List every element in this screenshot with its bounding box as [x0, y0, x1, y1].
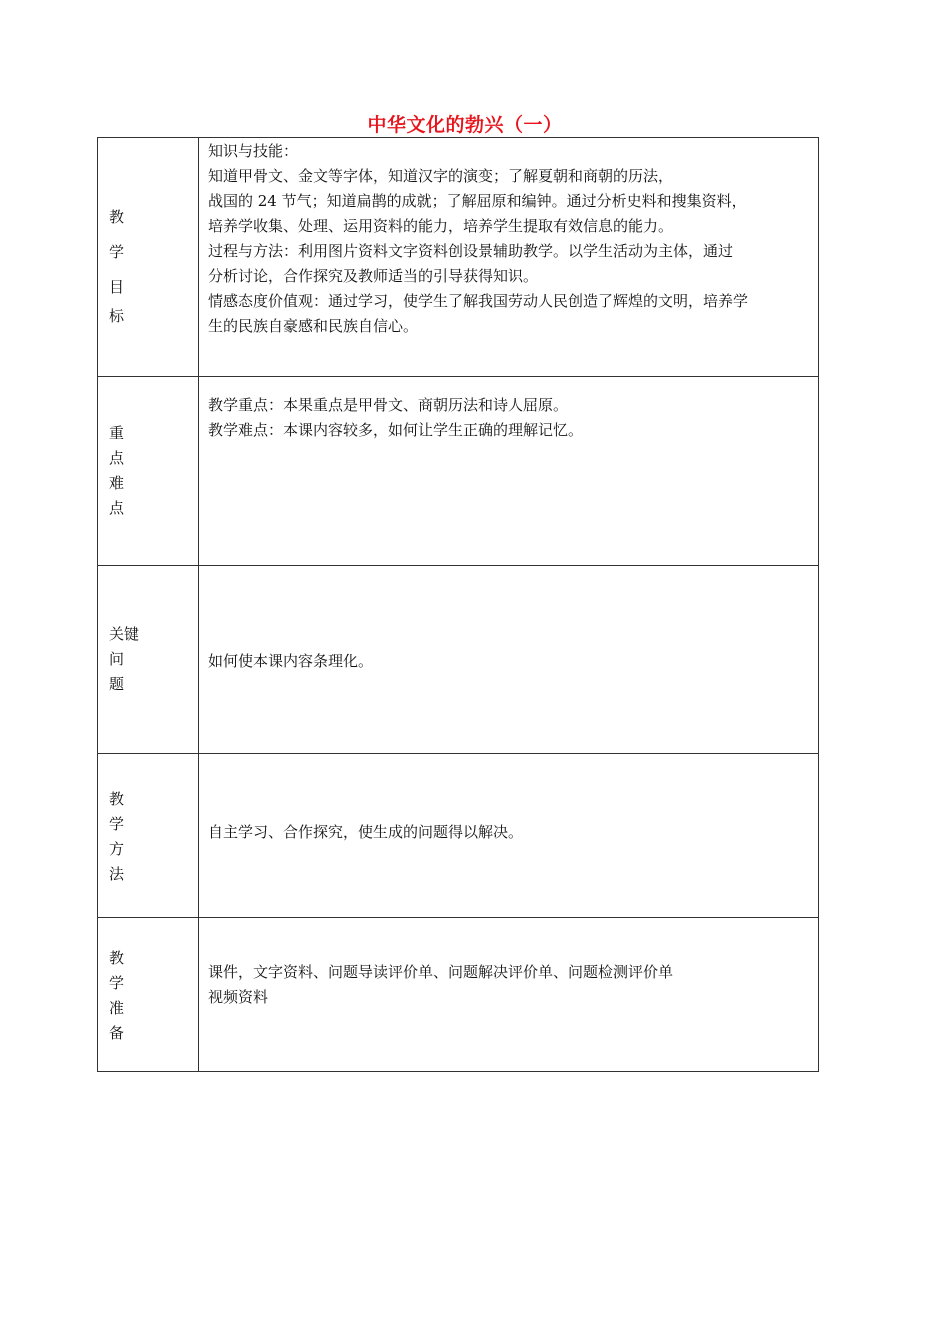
content-line: 知道甲骨文、金文等字体，知道汉字的演变；了解夏朝和商朝的历法，	[208, 167, 674, 185]
content-line: 培养学收集、处理、运用资料的能力，培养学生提取有效信息的能力。	[208, 217, 674, 235]
row-content	[199, 754, 818, 845]
table-row-methods	[98, 754, 819, 918]
table-row-preparation	[98, 918, 819, 1072]
row-content-cell	[199, 754, 819, 918]
row-label-cell	[98, 566, 199, 754]
row-label-cell	[98, 754, 199, 918]
content-line: 视频资料	[208, 988, 269, 1006]
row-label-cell	[98, 138, 199, 377]
content-line: 教学重点：本果重点是甲骨文、商朝历法和诗人屈原。	[208, 396, 569, 414]
content-line: 情感态度价值观：通过学习，使学生了解我国劳动人民创造了辉煌的文明，培养学	[208, 292, 749, 310]
row-content-cell	[199, 918, 819, 1072]
row-label: 教 学 方 法	[109, 790, 125, 883]
document-title: 中华文化的勃兴（一）	[367, 114, 563, 136]
row-content-cell	[199, 377, 819, 566]
row-content	[199, 566, 818, 674]
table-row-key-questions	[98, 566, 819, 754]
content-line: 分析讨论，合作探究及教师适当的引导获得知识。	[208, 267, 539, 285]
row-content-cell	[199, 138, 819, 377]
table-row-key-difficult	[98, 377, 819, 566]
row-label: 重 点 难 点	[109, 424, 125, 517]
row-content	[199, 377, 818, 443]
content-line: 战国的 24 节气；知道扁鹊的成就；了解屈原和编钟。通过分析史料和搜集资料，	[208, 192, 747, 210]
content-line: 如何使本课内容条理化。	[208, 652, 374, 670]
row-content	[199, 138, 818, 339]
content-line: 过程与方法：利用图片资料文字资料创设景辅助教学。以学生活动为主体，通过	[208, 242, 734, 260]
row-label: 关键 问 题	[109, 625, 140, 693]
content-line: 自主学习、合作探究，使生成的问题得以解决。	[208, 823, 524, 841]
row-label: 教 学 准 备	[109, 949, 125, 1042]
table-row-objectives	[98, 138, 819, 377]
row-label: 教 学 目 标	[109, 208, 125, 325]
row-content-cell	[199, 566, 819, 754]
row-label-cell	[98, 918, 199, 1072]
content-line: 教学难点：本课内容较多，如何让学生正确的理解记忆。	[208, 421, 584, 439]
row-content	[199, 918, 818, 1010]
row-label-cell	[98, 377, 199, 566]
content-line: 生的民族自豪感和民族自信心。	[208, 317, 419, 335]
content-line: 课件，文字资料、问题导读评价单、问题解决评价单、问题检测评价单	[208, 963, 674, 981]
content-line: 知识与技能：	[208, 142, 299, 160]
lesson-plan-table	[97, 137, 819, 1072]
